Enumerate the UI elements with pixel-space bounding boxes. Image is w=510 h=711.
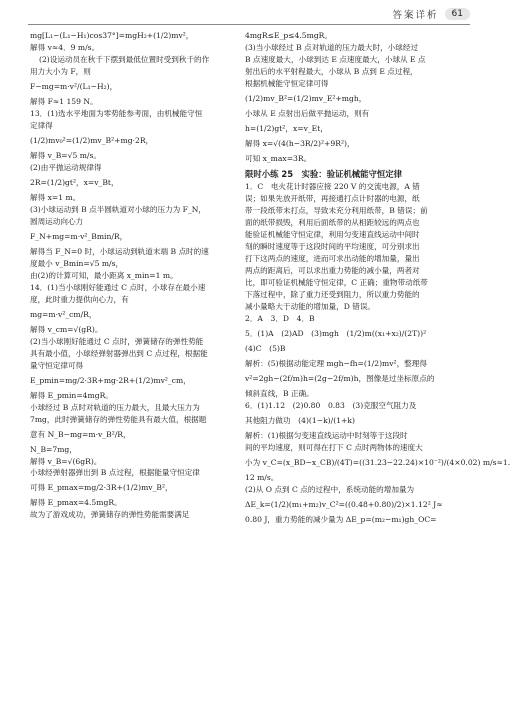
text-line: 可知 x_max=3R。 (245, 153, 312, 163)
text-line: N_B=7mg， (30, 444, 77, 454)
text-line: 小球经过 B 点时对轨道的压力最大，且最大压力为 (30, 402, 200, 412)
text-line: 解得 v_cm=√(gR)。 (30, 324, 103, 334)
formula-line: 5．(1)A (2)AD (3)mgh (1/2)m((x₁+x₂)/(2T))² (245, 328, 427, 338)
text-line: 解得 E_pmin=4mgR。 (30, 390, 113, 400)
text-line: (4)C (5)B (245, 343, 286, 353)
header-rule (28, 24, 470, 25)
text-line: 下落过程中，除了重力还受到阻力，所以重力势能的 (245, 289, 420, 299)
text-line: 解得当 F_N=0 时，小球运动到轨道末端 B 点时的速 (30, 246, 209, 256)
text-line: 0.80 J，重力势能的减少量为 ΔE_p=(m₂−m₁)gh_OC= (245, 514, 437, 524)
text-line: 能验证机械能守恒定律，利用匀变速直线运动中间时 (245, 230, 420, 240)
text-line: 解得 F≈1 159 N。 (30, 96, 98, 106)
formula-line: 解析：(5)根据动能定理 mgh−fh=(1/2)mv²，整理得 (245, 358, 427, 368)
formula-line: (1/2)mv_B²=(1/2)mv_E²+mgh， (245, 93, 367, 103)
text-line: 量守恒定律可得 (30, 360, 84, 370)
page-header (393, 6, 470, 22)
text-line: 面的纸带损毁，利用后面纸带的从相距较远的两点也 (245, 218, 420, 228)
text-line: 射出后的水平射程最大，小球从 B 点到 E 点过程， (245, 66, 418, 76)
formula-line: E_pmin=mg/2·3R+mg·2R+(1/2)mv²_cm， (30, 375, 191, 385)
text-line: 小球从 E 点射出后做平抛运动，则有 (245, 108, 370, 118)
text-line: 根据机械能守恒定律可得 (245, 78, 329, 88)
formula-line: 可得 E_pmax=mg/2·3R+(1/2)mv_B²， (30, 483, 173, 493)
text-line: 1．C 电火花计时器应接 220 V 的交流电源，A 错 (245, 182, 420, 192)
text-line: 小球经弹射器弹出到 B 点过程，根据能量守恒定律 (30, 468, 200, 478)
text-line: 倾斜直线，B 正确。 (245, 388, 314, 398)
text-line: (2)当小球刚好能通过 C 点时，弹簧储存的弹性势能 (30, 336, 204, 346)
formula-line: 意有 N_B−mg=m·v_B²/R， (30, 429, 131, 439)
text-line: 4mgR≤E_p≤4.5mgR。 (245, 31, 332, 40)
text-line: 解得 E_pmax=4.5mgR。 (30, 498, 122, 508)
text-line: 解得 v≈4．9 m/s。 (30, 42, 100, 52)
header-label: 答案详析 (392, 10, 439, 21)
text-line: 解析：(1)根据匀变速直线运动中时刻等于这段时 (245, 430, 408, 440)
text-line: 减小量略大于动能的增加量，D 错误。 (245, 301, 376, 311)
text-line: 圆周运动向心力 (30, 216, 84, 226)
text-line: (2)由平抛运动规律得 (30, 162, 102, 172)
formula-line: F_N+mg=m·v²_Bmin/R， (30, 231, 128, 241)
text-line: 具有最小值，小球经弹射器弹出到 C 点过程，根据能 (30, 348, 208, 358)
text-line: 刻的瞬时速度等于这段时间的平均速度，可分别求出 (245, 242, 420, 252)
text-line: 由(2)的计算可知，最小距离 x_min=1 m。 (30, 270, 178, 280)
formula-line: 其他阻力做功 (4)(1−k)/(1+k) (245, 415, 355, 425)
formula-line: mg=m·v²_cm/R， (30, 309, 97, 319)
right-column (245, 30, 510, 705)
text-line: 误；如果先放开纸带，再接通打点计时器的电源，纸 (245, 194, 420, 204)
left-column (30, 30, 236, 705)
text-line: 用力大小为 F，则 (30, 66, 91, 76)
formula-line: 2R=(1/2)gt²，x=v_Bt， (30, 177, 119, 187)
formula-line: v²=2gh−(2f/m)h=(2g−2f/m)h，图像是过坐标原点的 (245, 373, 435, 383)
text-line: B 点速度最大，小球到达 E 点速度最大，小球从 E 点 (245, 54, 426, 64)
text-line: 度最小 v_Bmin=√5 m/s， (30, 258, 124, 268)
text-line: 6．(1)1.12 (2)0.80 0.83 (3)克服空气阻力及 (245, 400, 417, 410)
text-line: 12 m/s。 (245, 472, 279, 482)
formula-line: ΔE_k=(1/2)(m₁+m₂)v_C²=((0.48+0.80)/2)×1.12² J≈ (245, 499, 443, 509)
text-line: 比，即可验证机械能守恒定律，C 正确；重物带动纸带 (245, 278, 428, 287)
text-line: 解得 v_B=√5 m/s。 (30, 150, 101, 160)
text-line: 故为了游戏成功，弹簧储存的弹性势能需要满足 (30, 510, 190, 520)
formula-line: h=(1/2)gt²，x=v_Et， (245, 123, 328, 133)
formula-line: 小为 v_C=(x_BD−x_CB)/(4T)=((31.23−22.24)×10⁻²)/(4×0.02) m/s≈1. (245, 457, 510, 467)
text-line: 解得 v_B=√(6gR)。 (30, 456, 102, 466)
text-line: 7mg，此时弹簧储存的弹性势能具有最大值，根据题 (30, 414, 207, 424)
text-line: 度，此时重力提供向心力，有 (30, 294, 129, 304)
text-line: 定律得 (30, 120, 53, 130)
text-line: 带一段纸带未打点，导致未充分利用纸带，B 错误；前 (245, 206, 428, 216)
text-line: mg[L₁−(L₁−H₁)cos37°]=mgH₂+(1/2)mv²， (30, 31, 194, 40)
formula-line: (1/2)mv₀²=(1/2)mv_B²+mg·2R， (30, 135, 154, 145)
page-number: 61 (445, 8, 470, 20)
problem-14-start: 14．(1)当小球刚好能通过 C 点时，小球存在最小速 (30, 282, 206, 292)
text-line: 间的平均速度，则可得在打下 C 点时两物体的速度大 (245, 442, 423, 452)
answers-line: 2．A 3．D 4．B (245, 313, 315, 323)
text-line: (3)小球运动到 B 点半圆轨道对小球的压力为 F_N， (30, 204, 206, 214)
formula-line: F−mg=m·v²/(L₁−H₂)， (30, 81, 118, 91)
text-line: 两点的距离后，可以求出重力势能的减小量，两者对 (245, 266, 420, 276)
text-line: (2)设运动员在秋千下摆到最低位置时受到秋千的作 (39, 54, 210, 64)
text-line: 解得 x=1 m。 (30, 192, 81, 202)
text-line: (2)从 O 点到 C 点的过程中，系统动能的增加量为 (245, 484, 415, 494)
section-title: 限时小练 25 实验：验证机械能守恒定律 (245, 168, 402, 179)
formula-line: 解得 x=√(4(h−3R/2)²+9R²)， (245, 138, 355, 148)
text-line: 打下这两点的速度，进而可求出动能的增加量，量出 (245, 254, 420, 264)
text-line: (3)当小球经过 B 点对轨道的压力最大时，小球经过 (245, 42, 419, 52)
problem-13-start: 13．(1)选水平地面为零势能参考面，由机械能守恒 (30, 108, 203, 118)
